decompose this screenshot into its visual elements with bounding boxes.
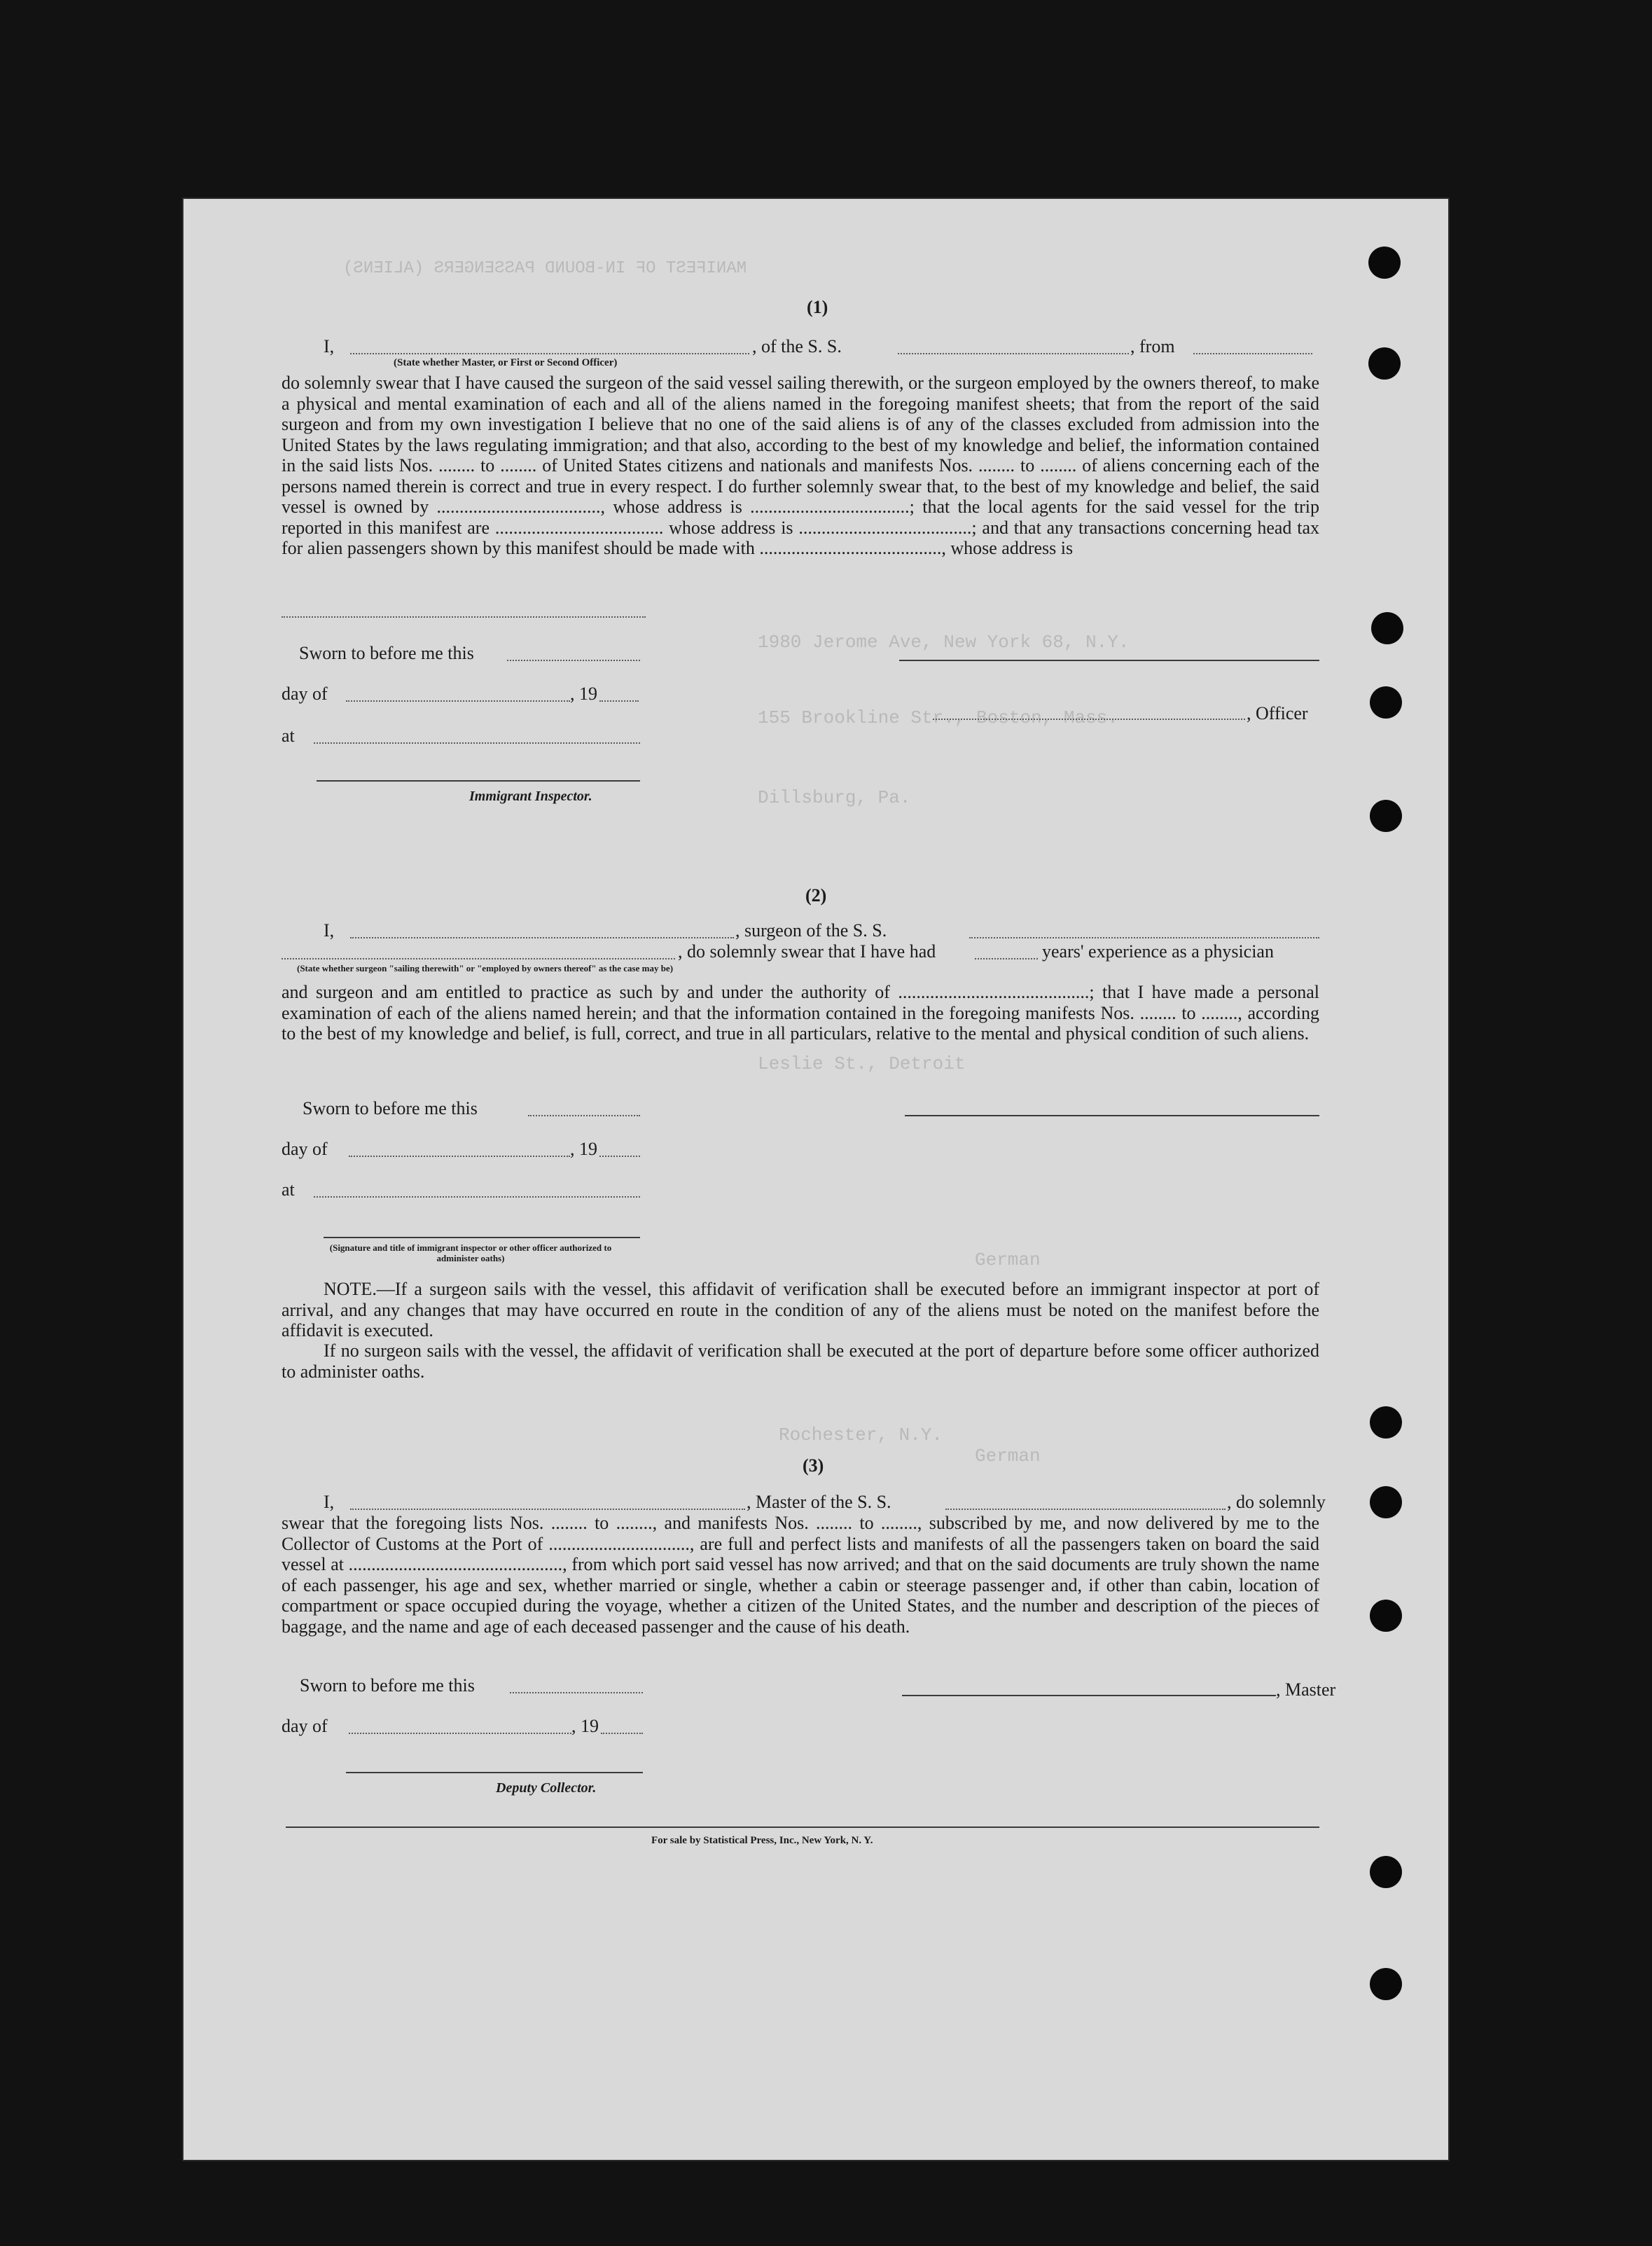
section-2-signature-line[interactable] [905,1115,1319,1116]
officer-signature-field[interactable] [933,719,1245,720]
officer-label: , Officer [1247,703,1308,723]
section-1-i: I, [324,336,335,356]
section-2-number: (2) [805,885,827,906]
surgeon-of-label: , surgeon of the S. S. [735,920,887,941]
section-2-vessel-field[interactable] [969,937,1319,938]
section-2-oath-text: and surgeon and am entitled to practice as such by and under the authority of ..........................................; that I have made a personal examination of each of the aliens named herein; and that the information contained in the foregoing manifests Nos. ........ to ........, according to the best of my knowledge and belief, is full, correct, and true in all particulars, relative to the mental and physical condition of such aliens. [282,982,1319,1044]
section-3-sworn-field[interactable] [510,1692,643,1693]
bleed-through-header: MANIFEST OF IN-BOUND PASSENGERS (ALIENS) [343,259,747,278]
punch-hole [1370,1486,1402,1518]
section-1-sworn: Sworn to before me this [299,643,474,663]
section-2-year-field[interactable] [599,1156,640,1157]
bleed-through-row: 1980 Jerome Ave, New York 68, N.Y. [758,632,1130,653]
do-solemnly-label: , do solemnly swear that I have had [678,941,936,962]
section-2-sworn: Sworn to before me this [303,1098,478,1118]
punch-hole [1370,1856,1402,1888]
section-1-day-of: day of [282,684,328,704]
section-3-year-field[interactable] [601,1733,643,1734]
section-3-oath-text: swear that the foregoing lists Nos. ........ to ........, and manifests Nos. ........ to ........, subscribed by me, and now delivered by me to the Collector of Customs at the Port of ..............................., are full and perfect lists and manifests of all the passengers taken on board the said vessel at ..............................................., from which port said vessel has now arrived; and that on the said documents are truly shown the name of each passenger, his age and sex, whether married or single, whether a cabin or steerage passenger and, if other than cabin, location of compartment or space occupied during the voyage, whether a citizen of the United States, and the number and description of the pieces of baggage, and the name and age of each deceased passenger and the cause of his death. [282,1513,1319,1637]
section-3-number: (3) [803,1455,824,1476]
section-1-year: , 19 [570,684,597,704]
section-2-at-field[interactable] [314,1196,640,1198]
years-experience-label: years' experience as a physician [1042,941,1274,962]
surgeon-name-field[interactable] [350,937,734,938]
section-1-year-field[interactable] [599,700,639,702]
footer-imprint: For sale by Statistical Press, Inc., New York, N. Y. [651,1835,873,1846]
section-3-sworn: Sworn to before me this [300,1675,475,1696]
surgeon-status-field[interactable] [282,958,675,959]
years-experience-field[interactable] [975,958,1038,959]
from-label: , from [1130,336,1175,356]
punch-hole [1371,612,1403,644]
officer-name-field[interactable] [350,353,749,354]
section-2-sworn-field[interactable] [528,1115,640,1116]
section-1-day-field[interactable] [346,700,570,702]
section-1-oath-text: do solemnly swear that I have caused the surgeon of the said vessel sailing therewith, or the surgeon employed by the owners thereof, to make a physical and mental examination of each and all of the aliens named in the foregoing manifest sheets; that from the report of the said surgeon and from my own investigation I believe that no one of the said aliens is of any of the classes excluded from admission into the United States by the laws regulating immigration; and that also, according to the best of my knowledge and belief, the information contained in the said lists Nos. ........ to ........ of United States citizens and nationals and manifests Nos. ........ to ........ of aliens concerning each of the persons named therein is correct and true in every respect. I do further solemnly swear that, to the best of my knowledge and belief, the said vessel is owned by ...................................., whose address is ...................................; that the local agents for the said vessel for the trip reported in this manifest are ..................................... whose address is ......................................; and that any transactions concerning head tax for alien passengers shown by this manifest should be made with ........................................, whose address is [282,373,1319,558]
master-of-label: , Master of the S. S. [747,1492,891,1512]
section-1-number: (1) [807,297,828,317]
punch-hole [1368,347,1401,380]
punch-hole [1370,1406,1402,1439]
affidavit-note-2: If no surgeon sails with the vessel, the affidavit of verification shall be executed at the port of departure before some officer authorized to administer oaths. [282,1340,1319,1382]
section-2-at: at [282,1179,295,1200]
master-signature-line[interactable] [902,1695,1276,1696]
vessel-name-field[interactable] [898,353,1129,354]
section-3-vessel-field[interactable] [945,1509,1226,1510]
from-port-field[interactable] [1193,353,1312,354]
bleed-through-row: German [975,1249,1041,1270]
punch-hole [1370,686,1402,719]
bleed-through-row: Dillsburg, Pa. [758,787,911,808]
section-1-sworn-field[interactable] [507,660,640,661]
section-3-i: I, [324,1492,335,1512]
section-3-day-field[interactable] [349,1733,571,1734]
section-3-day-of: day of [282,1716,328,1736]
section-1-signature-line[interactable] [899,660,1319,661]
master-name-field[interactable] [350,1509,745,1510]
surgeon-status-note: (State whether surgeon "sailing therewith" or "employed by owners thereof" as the case may be) [297,963,674,973]
section-1-at-field[interactable] [314,742,640,744]
punch-hole [1368,247,1401,279]
collector-signature-line[interactable] [346,1772,643,1773]
punch-hole [1370,800,1402,832]
bleed-through-row: Leslie St., Detroit [758,1053,966,1074]
section-2-day-of: day of [282,1139,328,1159]
punch-hole [1370,1968,1402,2000]
deputy-collector-label: Deputy Collector. [496,1780,597,1796]
bleed-through-row: 155 Brookline Str., Boston, Mass. [758,707,1118,728]
footer-rule [286,1826,1319,1828]
bleed-through-row: German [975,1446,1041,1467]
section-1-inspector-line[interactable] [317,780,640,782]
manifest-page [183,199,1448,2160]
master-label: , Master [1276,1679,1336,1700]
section-2-day-field[interactable] [349,1156,570,1157]
bleed-through-row: Rochester, N.Y. [779,1424,943,1446]
section-3-year: , 19 [571,1716,599,1736]
section-2-year: , 19 [570,1139,597,1159]
section-2-i: I, [324,920,335,941]
immigrant-inspector-label: Immigrant Inspector. [469,789,592,804]
signature-title-note: (Signature and title of immigrant inspector or other officer authorized to administer oaths) [329,1242,612,1263]
punch-hole [1370,1600,1402,1632]
of-ss-label: , of the S. S. [752,336,842,356]
affidavit-note-1: NOTE.—If a surgeon sails with the vessel, this affidavit of verification shall be executed before an immigrant inspector at port of arrival, and any changes that may have occurred en route in the condition of any of the aliens must be noted on the manifest before the affidavit is executed. [282,1279,1319,1340]
do-solemnly-label-3: , do solemnly [1227,1492,1326,1512]
section-2-inspector-line[interactable] [324,1237,640,1238]
section-1-at: at [282,726,295,746]
officer-title-note: (State whether Master, or First or Second Officer) [394,357,618,368]
head-tax-address-field[interactable] [282,616,646,618]
